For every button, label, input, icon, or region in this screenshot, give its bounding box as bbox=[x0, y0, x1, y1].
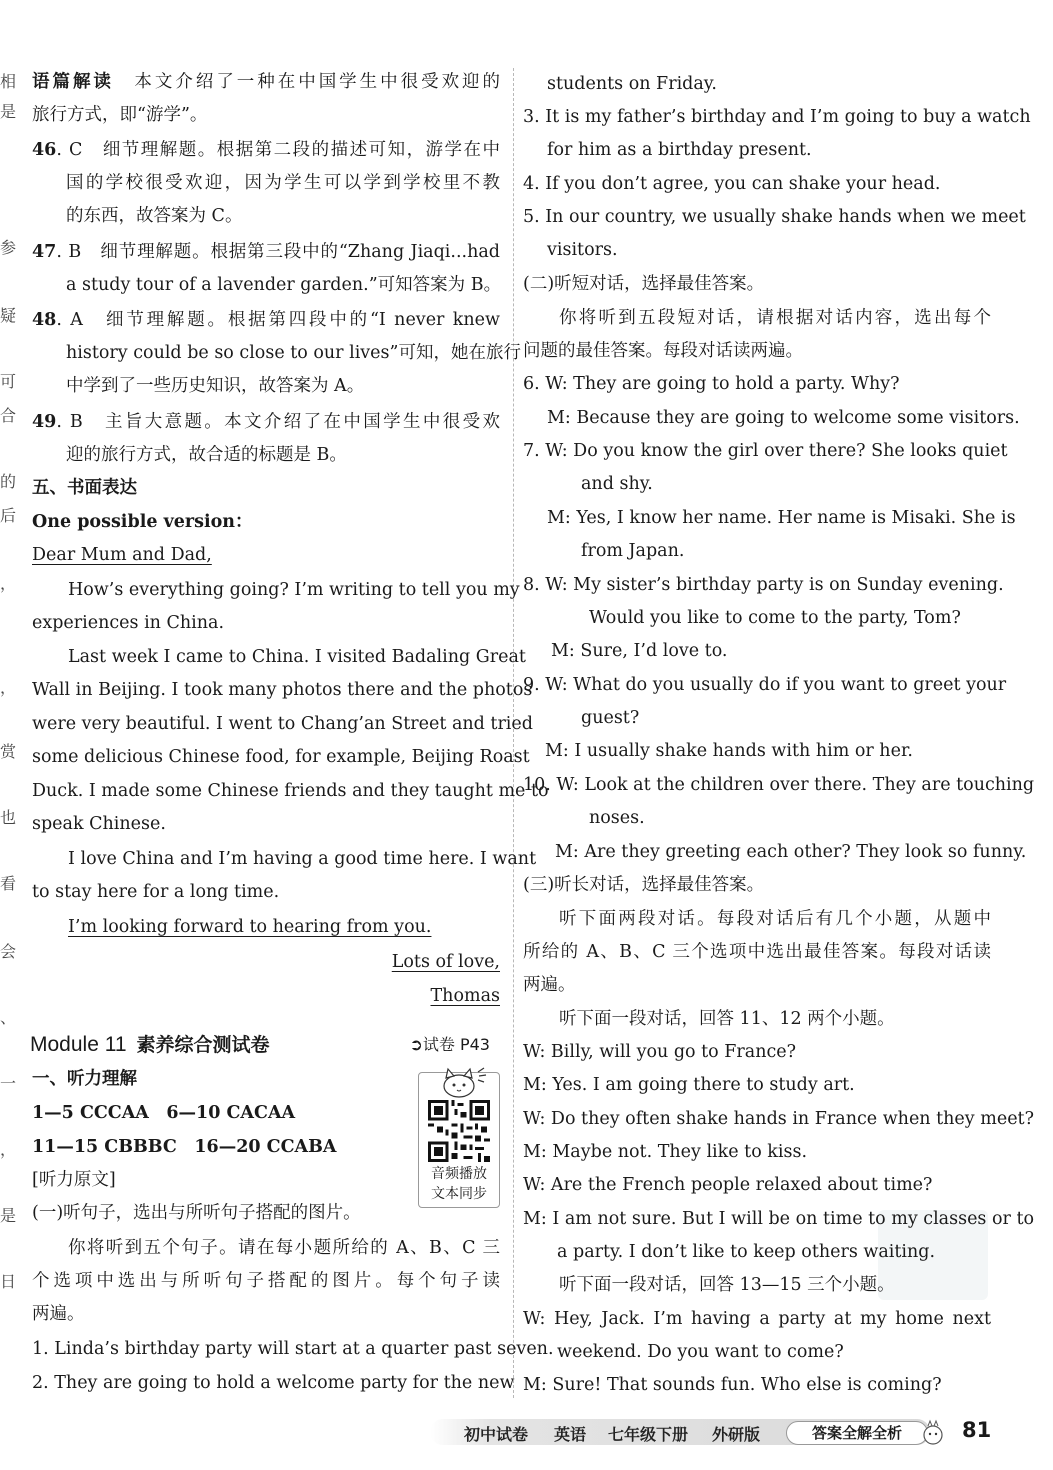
edge-char: 可 bbox=[0, 372, 17, 391]
answer-text: . C 细节理解题。根据第二段的描述可知，游学在中 bbox=[56, 140, 500, 160]
letter-line: speak Chinese. bbox=[32, 814, 166, 834]
edge-char: 是 bbox=[0, 1206, 17, 1225]
letter-signature: Thomas bbox=[430, 986, 500, 1006]
edge-char: 、 bbox=[0, 1008, 17, 1027]
footer-grade: 七年级下册 bbox=[608, 1425, 689, 1444]
sentence-3-cont: for him as a birthday present. bbox=[547, 140, 812, 160]
dialogue-7-w: 7. W: Do you know the girl over there? She looks quiet bbox=[523, 441, 1008, 461]
signature-line bbox=[32, 980, 500, 1013]
dialogue-10-m: M: Are they greeting each other? They look so funny. bbox=[555, 842, 1027, 862]
conversation-line: M: Sure! That sounds fun. Who else is coming? bbox=[523, 1375, 942, 1395]
paper-reference: ➲试卷 P43 bbox=[409, 1035, 490, 1054]
instruction-line: 你将听到五个句子。请在每小题所给的 A、B、C 三 bbox=[68, 1238, 500, 1258]
edge-char: ， bbox=[0, 574, 17, 593]
instruction-line: 两遍。 bbox=[32, 1304, 85, 1324]
answer-text: . B 细节理解题。根据第三段中的“Zhang Jiaqi...had bbox=[56, 242, 500, 262]
edge-char: 看 bbox=[0, 874, 17, 893]
dialogue-line: noses. bbox=[589, 808, 645, 828]
qr-caption bbox=[424, 1164, 494, 1204]
page-number: 81 bbox=[962, 1418, 992, 1442]
conversation-line: M: Maybe not. They like to kiss. bbox=[523, 1142, 808, 1162]
letter-line: to stay here for a long time. bbox=[32, 882, 280, 902]
answer-line: 国的学校很受欢迎，因为学生可以学到学校里不教 bbox=[66, 173, 500, 193]
intro-text: 本文介绍了一种在中国学生中很受欢迎的 bbox=[134, 72, 501, 92]
instruction-line: 听下面两段对话。每段对话后有几个小题，从题中 bbox=[559, 909, 991, 929]
letter-line: Wall in Beijing. I took many photos there and the photos bbox=[32, 680, 533, 700]
edge-char: ， bbox=[0, 1140, 17, 1159]
part-heading: (二)听短对话，选择最佳答案。 bbox=[523, 274, 765, 294]
edge-char: 一 bbox=[0, 1074, 17, 1093]
answer-49 bbox=[32, 406, 500, 439]
intro-line: 旅行方式，即“游学”。 bbox=[32, 105, 208, 125]
question-number: 48 bbox=[32, 310, 57, 330]
dialogue-line: guest? bbox=[581, 708, 640, 728]
instruction-line: 个选项中选出与所听句子搭配的图片。每个句子读 bbox=[32, 1271, 500, 1291]
edge-char: 疑 bbox=[0, 306, 17, 325]
dialogue-9-w: 9. W: What do you usually do if you want to greet your bbox=[523, 675, 1007, 695]
dialogue-7-m: M: Yes, I know her name. Her name is Misaki. She is bbox=[547, 508, 1016, 528]
instruction-line: 问题的最佳答案。每段对话读两遍。 bbox=[523, 341, 803, 361]
sentence-3: 3. It is my father’s birthday and I’m going to buy a watch bbox=[523, 107, 1031, 127]
mascot-icon bbox=[920, 1418, 946, 1446]
conversation-line: a party. I don’t like to keep others waiting. bbox=[557, 1242, 936, 1262]
footer-edition: 外研版 bbox=[712, 1425, 761, 1444]
part-heading: (一)听句子，选出与所听句子搭配的图片。 bbox=[32, 1203, 361, 1223]
intro-line bbox=[32, 66, 500, 99]
qr-caption-line: 音频播放 bbox=[431, 1166, 487, 1182]
dialogue-8-m: M: Sure, I’d love to. bbox=[551, 641, 728, 661]
module-heading bbox=[30, 1028, 498, 1062]
letter-line: Duck. I made some Chinese friends and they taught me to bbox=[32, 781, 549, 801]
edge-char: 也 bbox=[0, 808, 17, 827]
dialogue-10-w: 10. W: Look at the children over there. They are touching bbox=[523, 775, 1035, 795]
version-label: One possible version： bbox=[32, 512, 253, 532]
answer-line: 的东西，故答案为 C。 bbox=[66, 206, 243, 226]
instruction-line: 你将听到五段短对话，请根据对话内容，选出每个 bbox=[559, 308, 991, 328]
letter-line: I love China and I’m having a good time here. I want bbox=[68, 849, 537, 869]
answer-47 bbox=[32, 236, 500, 269]
question-number: 49 bbox=[32, 412, 57, 432]
footer-answer-label: 答案全解全析 bbox=[786, 1421, 928, 1445]
letter-line: were very beautiful. I went to Chang’an Street and tried bbox=[32, 714, 533, 734]
cat-mascot-icon bbox=[434, 1066, 488, 1100]
dialogue-line: from Japan. bbox=[581, 541, 685, 561]
edge-char: 合 bbox=[0, 406, 17, 425]
conversation-line: M: Yes. I am going there to study art. bbox=[523, 1075, 855, 1095]
answer-text: . B 主旨大意题。本文介绍了在中国学生中很受欢 bbox=[56, 412, 500, 432]
instruction-line: 所给的 A、B、C 三个选项中选出最佳答案。每段对话读 bbox=[523, 942, 991, 962]
conversation-line: W: Hey, Jack. I’m having a party at my home next bbox=[523, 1309, 991, 1329]
letter-line: Last week I came to China. I visited Badaling Great bbox=[68, 647, 526, 667]
greeting-line bbox=[32, 539, 500, 572]
sentence-4: 4. If you don’t agree, you can shake your head. bbox=[523, 174, 941, 194]
sentence-5-cont: visitors. bbox=[547, 240, 618, 260]
letter-line: How’s everything going? I’m writing to tell you my bbox=[68, 580, 520, 600]
dialogue-line: Would you like to come to the party, Tom? bbox=[589, 608, 961, 628]
edge-char: 赏 bbox=[0, 742, 17, 761]
dialogue-line: and shy. bbox=[581, 474, 653, 494]
sentence-2-cont: students on Friday. bbox=[547, 74, 717, 94]
edge-fragments bbox=[0, 60, 17, 1400]
edge-char: 相 bbox=[0, 72, 17, 91]
module-number: Module 11 bbox=[30, 1033, 127, 1056]
answer-line: 迎的旅行方式，故合适的标题是 B。 bbox=[66, 445, 347, 465]
page-footer bbox=[430, 1416, 1040, 1446]
qr-code-icon[interactable] bbox=[428, 1100, 490, 1162]
sentence-1: 1. Linda’s birthday party will start at a quarter past seven. bbox=[32, 1339, 554, 1359]
edge-char: 日 bbox=[0, 1272, 17, 1291]
section-heading: 五、书面表达 bbox=[32, 478, 137, 498]
footer-series: 初中试卷 bbox=[464, 1425, 529, 1444]
question-number: 47 bbox=[32, 242, 57, 262]
edge-char: 是 bbox=[0, 102, 17, 121]
conversation-line: W: Are the French people relaxed about time? bbox=[523, 1175, 933, 1195]
listening-script-label: [听力原文] bbox=[32, 1170, 116, 1190]
letter-signoff: Lots of love, bbox=[391, 952, 500, 972]
conversation-line: W: Do they often shake hands in France when they meet? bbox=[523, 1109, 1034, 1129]
letter-closing: I’m looking forward to hearing from you. bbox=[68, 917, 432, 937]
dialogue-6-m: M: Because they are going to welcome some visitors. bbox=[547, 408, 1020, 428]
conversation-line: weekend. Do you want to come? bbox=[557, 1342, 844, 1362]
letter-line: some delicious Chinese food, for example, Beijing Roast bbox=[32, 747, 530, 767]
conversation-line: M: I am not sure. But I will be on time to my classes or to bbox=[523, 1209, 1035, 1229]
instruction-line: 听下面一段对话，回答 13—15 三个小题。 bbox=[559, 1275, 895, 1295]
part-heading: (三)听长对话，选择最佳答案。 bbox=[523, 875, 765, 895]
letter-line: experiences in China. bbox=[32, 613, 225, 633]
section-heading: 一、听力理解 bbox=[32, 1069, 137, 1089]
answer-line: 中学到了一些历史知识，故答案为 A。 bbox=[66, 376, 365, 396]
edge-char: 的 bbox=[0, 472, 17, 491]
closing-line bbox=[32, 911, 500, 944]
conversation-line: W: Billy, will you go to France? bbox=[523, 1042, 797, 1062]
sentence-2: 2. They are going to hold a welcome party for the new bbox=[32, 1373, 515, 1393]
intro-label: 语篇解读 bbox=[32, 72, 114, 92]
instruction-line: 听下面一段对话，回答 11、12 两个小题。 bbox=[559, 1009, 895, 1029]
answer-46 bbox=[32, 134, 500, 167]
answer-text: . A 细节理解题。根据第四段中的“I never knew bbox=[56, 310, 500, 330]
edge-char: 参 bbox=[0, 238, 17, 257]
dialogue-9-m: M: I usually shake hands with him or her. bbox=[545, 741, 913, 761]
sentence-5: 5. In our country, we usually shake hands when we meet bbox=[523, 207, 1026, 227]
question-number: 46 bbox=[32, 140, 57, 160]
edge-char: 后 bbox=[0, 506, 17, 525]
dialogue-6-w: 6. W: They are going to hold a party. Why? bbox=[523, 374, 900, 394]
qr-caption-line: 文本同步 bbox=[431, 1186, 487, 1202]
answer-48 bbox=[32, 304, 500, 337]
answer-line: history could be so close to our lives”可知，她在旅行 bbox=[66, 343, 521, 363]
answer-line: a study tour of a lavender garden.”可知答案为 B。 bbox=[66, 275, 502, 295]
letter-greeting: Dear Mum and Dad, bbox=[32, 545, 212, 565]
dialogue-8-w: 8. W: My sister’s birthday party is on Sunday evening. bbox=[523, 575, 1004, 595]
edge-char: ， bbox=[0, 678, 17, 697]
answer-key-line: 11—15 CBBBC 16—20 CCABA bbox=[32, 1137, 337, 1157]
edge-char: 会 bbox=[0, 942, 17, 961]
instruction-line: 两遍。 bbox=[523, 975, 576, 995]
module-title: 素养综合测试卷 bbox=[136, 1034, 270, 1056]
footer-subject: 英语 bbox=[554, 1425, 587, 1444]
signoff-line bbox=[32, 946, 500, 979]
answer-key-line: 1—5 CCCAA 6—10 CACAA bbox=[32, 1103, 296, 1123]
